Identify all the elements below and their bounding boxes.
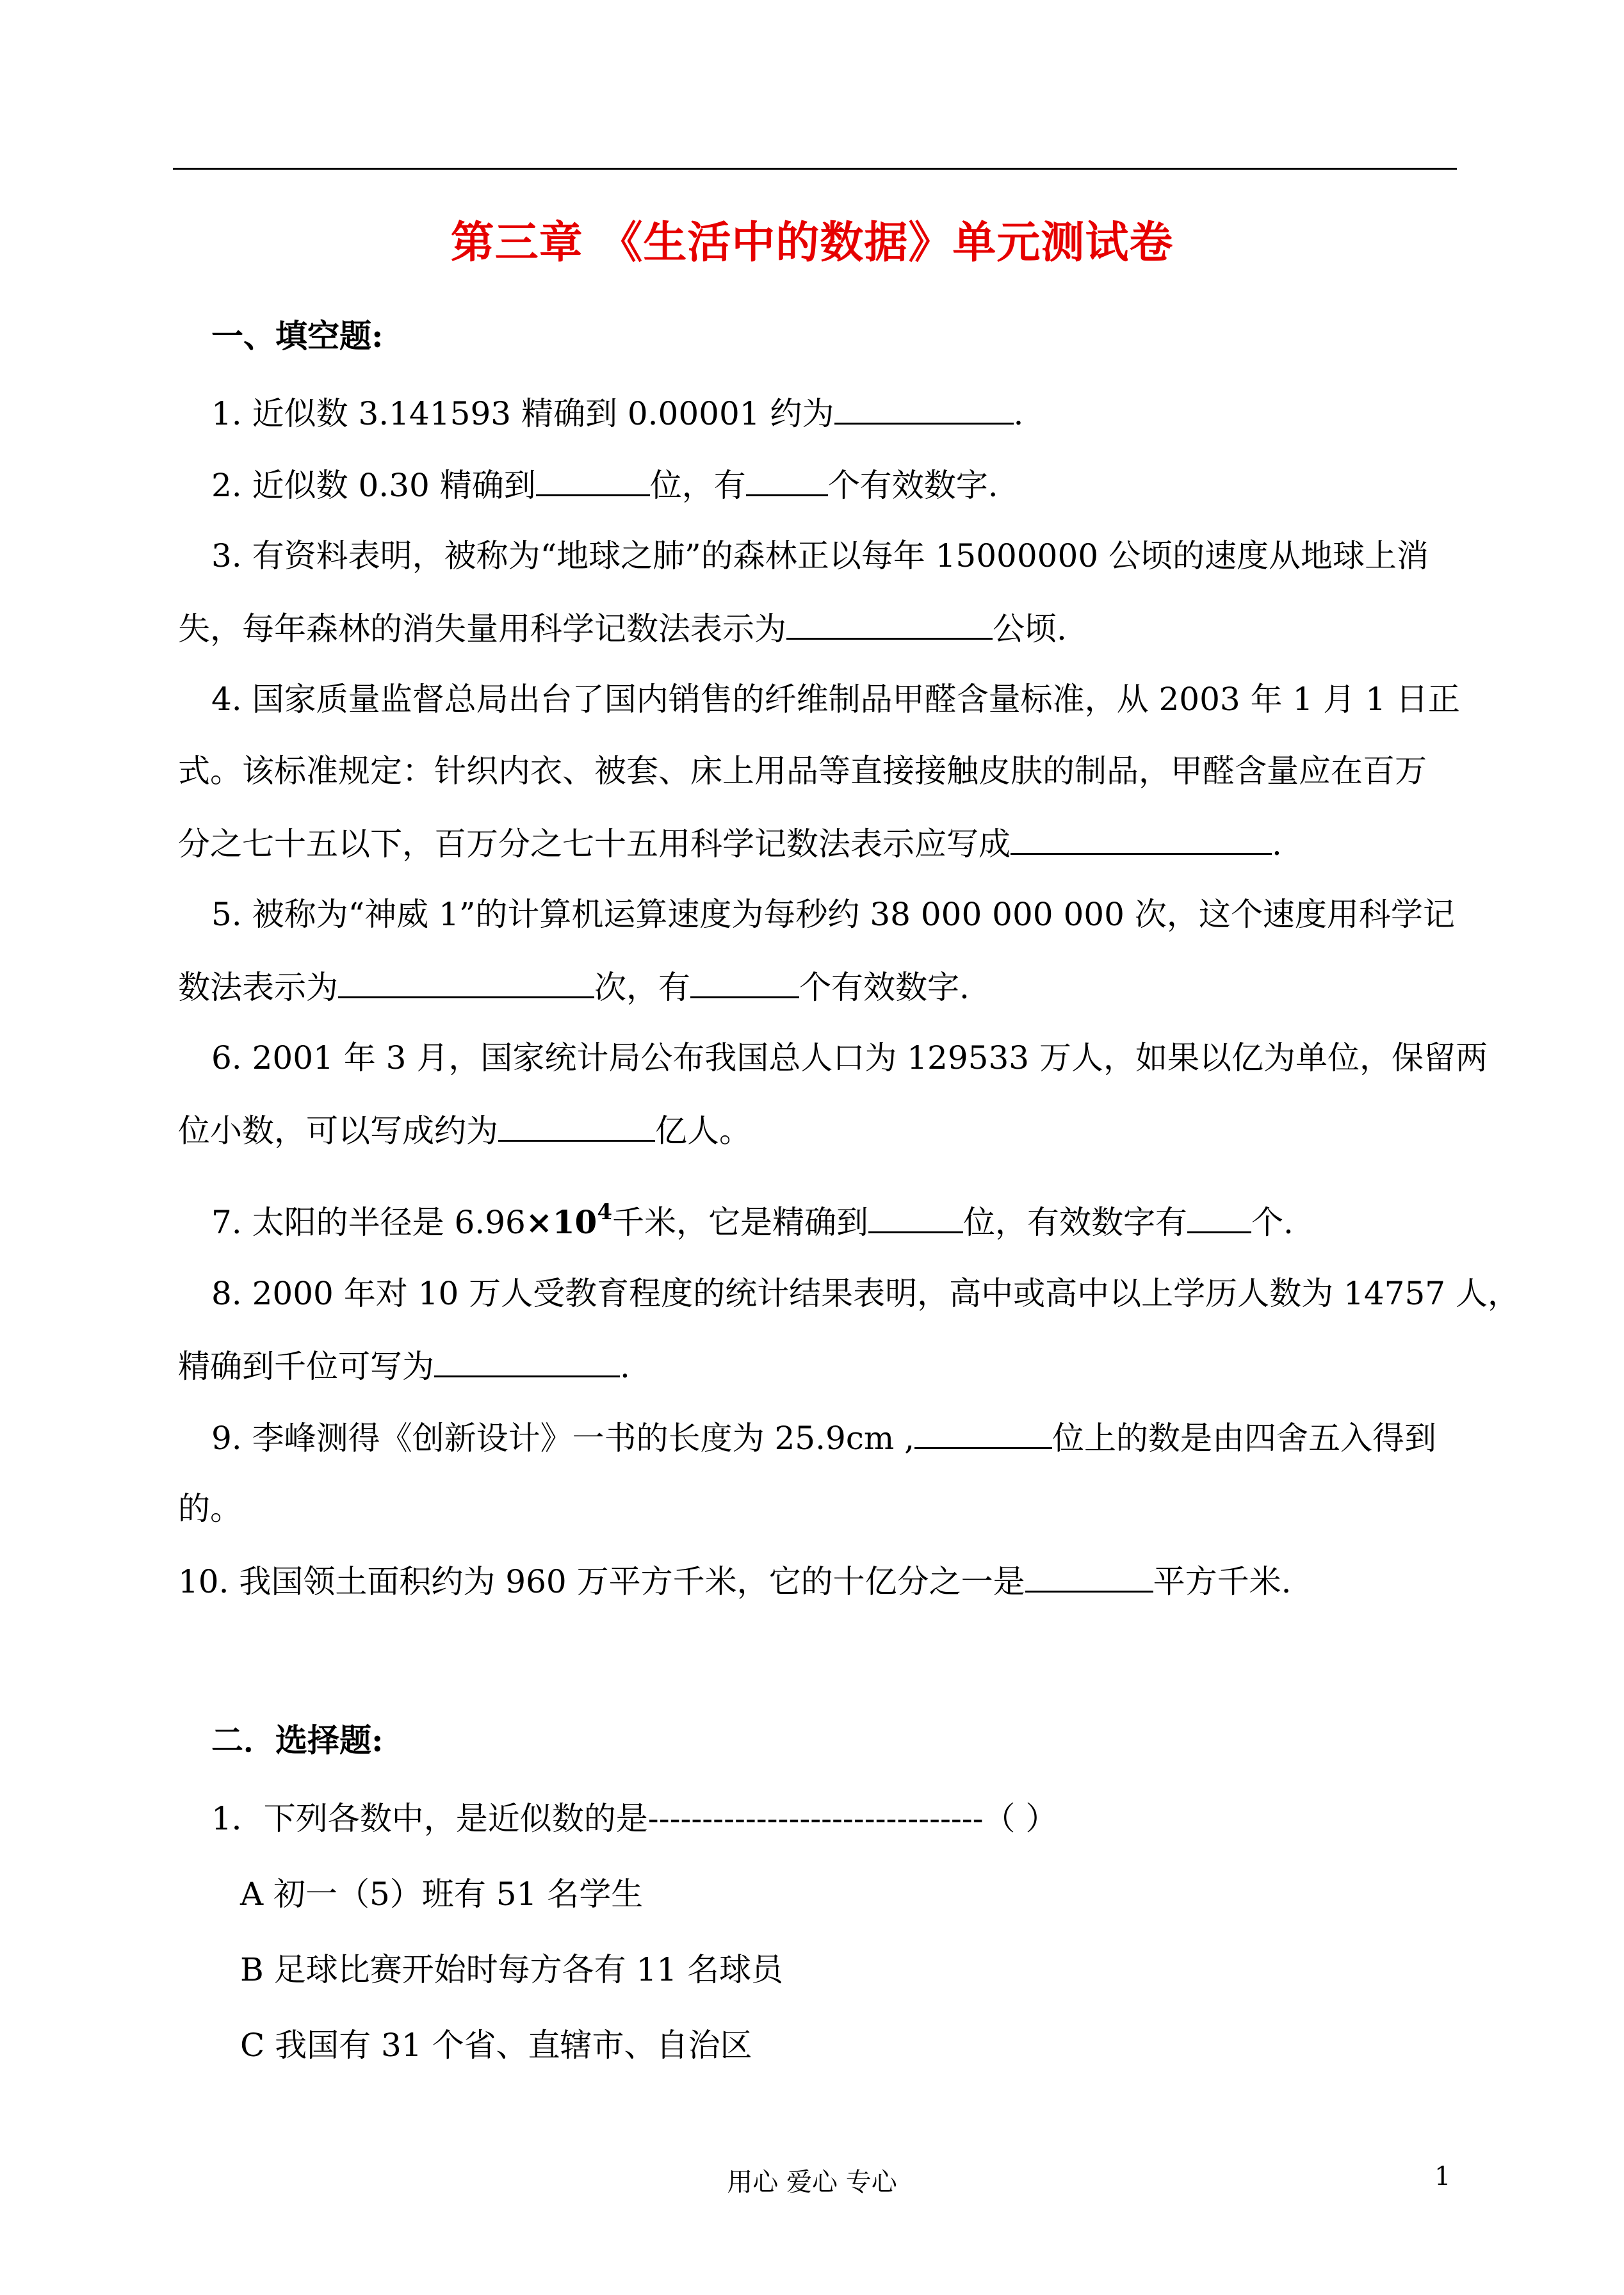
question-9-line-2: 的。: [178, 1490, 242, 1527]
option-b[interactable]: B 足球比赛开始时每方各有 11 名球员: [240, 1951, 784, 1988]
answer-blank[interactable]: [914, 1418, 1052, 1449]
answer-blank[interactable]: [690, 967, 799, 998]
top-rule: [173, 168, 1457, 170]
answer-blank[interactable]: [1025, 1561, 1153, 1593]
answer-blank[interactable]: [868, 1202, 963, 1233]
question-2: 2. 近似数 0.30 精确到 位，有 个有效数字.: [211, 465, 998, 505]
answer-blank[interactable]: [746, 465, 828, 496]
question-9-line-1: 9. 李峰测得《创新设计》一书的长度为 25.9cm , 位上的数是由四舍五入得到: [211, 1418, 1436, 1457]
page-title: 第三章 《生活中的数据》单元测试卷: [450, 217, 1174, 268]
section2-heading: 二．选择题:: [211, 1721, 384, 1759]
question-5-line-1: 5. 被称为“神威 1”的计算机运算速度为每秒约 38 000 000 000 次，这个速度用科学记: [211, 896, 1455, 933]
answer-blank[interactable]: [1187, 1202, 1251, 1233]
answer-blank[interactable]: [786, 608, 993, 640]
option-c[interactable]: C 我国有 31 个省、直辖市、自治区: [240, 2027, 752, 2064]
answer-blank[interactable]: [536, 465, 650, 496]
question-7: 7. 太阳的半径是 $6.96\times 10^4$千米，它是精确到 位，有效数字有 个.: [211, 1199, 1294, 1241]
answer-blank[interactable]: [434, 1346, 620, 1377]
question-4-line-1: 4. 国家质量监督总局出台了国内销售的纤维制品甲醛含量标准，从 2003 年 1 月 1 日正: [211, 681, 1460, 718]
footer-motto: 用心 爱心 专心: [727, 2168, 897, 2197]
question-3-line-2: 失，每年森林的消失量用科学记数法表示为 公顷.: [178, 608, 1067, 648]
question-8-line-1: 8. 2000 年对 10 万人受教育程度的统计结果表明，高中或高中以上学历人数为 14757 人，: [211, 1275, 1520, 1312]
choice-question-1: 1．下列各数中，是近似数的是-------------------------------（ ）: [211, 1800, 1058, 1837]
option-a[interactable]: A 初一（5）班有 51 名学生: [240, 1876, 644, 1913]
question-4-line-3: 分之七十五以下，百万分之七十五用科学记数法表示应写成 .: [178, 823, 1282, 863]
page-number: 1: [1434, 2162, 1451, 2191]
answer-blank[interactable]: [498, 1110, 655, 1142]
question-8-line-2: 精确到千位可写为 .: [178, 1346, 630, 1386]
question-3-line-1: 3. 有资料表明，被称为“地球之肺”的森林正以每年 15000000 公顷的速度从地球上消: [211, 537, 1429, 574]
question-1: 1. 近似数 3.141593 精确到 0.00001 约为 .: [211, 393, 1023, 433]
question-4-line-2: 式。该标准规定：针织内衣、被套、床上用品等直接接触皮肤的制品，甲醛含量应在百万: [178, 752, 1427, 790]
question-10: 10. 我国领土面积约为 960 万平方千米，它的十亿分之一是 平方千米.: [178, 1561, 1292, 1601]
answer-blank[interactable]: [834, 393, 1014, 425]
answer-blank[interactable]: [1011, 823, 1272, 855]
question-6-line-2: 位小数，可以写成约为 亿人。: [178, 1110, 751, 1150]
question-6-line-1: 6. 2001 年 3 月，国家统计局公布我国总人口为 129533 万人，如果以亿为单位，保留两: [211, 1039, 1488, 1076]
question-5-line-2: 数法表示为 次，有 个有效数字.: [178, 967, 970, 1007]
section1-heading: 一、填空题:: [211, 317, 384, 355]
answer-blank[interactable]: [338, 967, 594, 998]
